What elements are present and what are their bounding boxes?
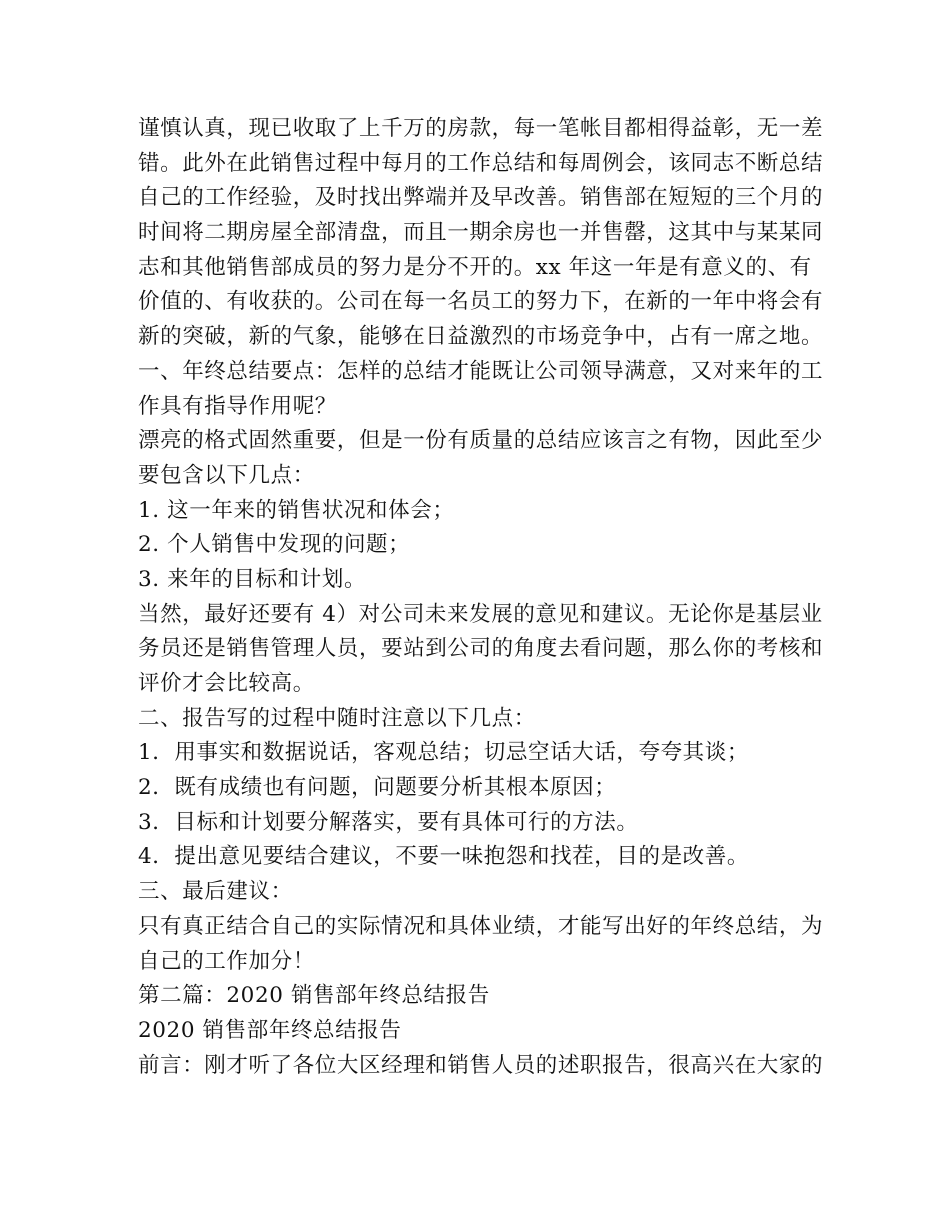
section-heading-3: 三、最后建议： (138, 879, 293, 905)
list-item: 1. 这一年来的销售状况和体会； (138, 497, 455, 523)
text-line: 谨慎认真，现已收取了上千万的房款，每一笔帐目都相得益彰，无一差 (138, 116, 824, 141)
text-line: 自己的工作经验，及时找出弊端并及早改善。销售部在短短的三个月的 (138, 185, 824, 211)
section-heading-1: 一、年终总结要点：怎样的总结才能既让公司领导满意，又对来年的工 (138, 358, 824, 384)
chapter-title: 第二篇：2020 销售部年终总结报告 (138, 983, 490, 1009)
text-line: 漂亮的格式固然重要，但是一份有质量的总结应该言之有物，因此至少 (138, 428, 824, 454)
list-item: 1．用事实和数据说话，客观总结；切忌空话大话，夸夸其谈； (138, 740, 749, 766)
text-line: 作具有指导作用呢？ (138, 393, 337, 419)
text-line: 要包含以下几点： (138, 462, 315, 488)
text-line: 志和其他销售部成员的努力是分不开的。xx 年这一年是有意义的、有 (138, 254, 812, 280)
text-line: 价值的、有收获的。公司在每一名员工的努力下，在新的一年中将会有 (138, 289, 824, 315)
document-body (138, 112, 824, 1083)
text-line: 前言：刚才听了各位大区经理和销售人员的述职报告，很高兴在大家的 (138, 1052, 824, 1078)
text-line: 评价才会比较高。 (138, 671, 315, 696)
text-line: 只有真正结合自己的实际情况和具体业绩，才能写出好的年终总结，为 (138, 913, 824, 939)
text-line: 务员还是销售管理人员，要站到公司的角度去看问题，那么你的考核和 (138, 636, 824, 662)
list-item: 3．目标和计划要分解落实，要有具体可行的方法。 (138, 809, 639, 835)
list-item: 2. 个人销售中发现的问题； (138, 532, 411, 558)
report-title: 2020 销售部年终总结报告 (138, 1017, 402, 1043)
text-line: 时间将二期房屋全部清盘，而且一期余房也一并售罄，这其中与某某同 (138, 220, 824, 246)
section-heading-2: 二、报告写的过程中随时注意以下几点： (138, 705, 536, 731)
list-item: 3. 来年的目标和计划。 (138, 566, 367, 592)
list-item: 2．既有成绩也有问题，问题要分析其根本原因； (138, 775, 617, 801)
text-line: 错。此外在此销售过程中每月的工作总结和每周例会，该同志不断总结 (138, 150, 824, 176)
text-line: 新的突破，新的气象，能够在日益激烈的市场竞争中，占有一席之地。 (138, 324, 824, 350)
list-item: 4．提出意见要结合建议，不要一味抱怨和找茬，目的是改善。 (138, 844, 749, 870)
text-line: 自己的工作加分！ (138, 948, 315, 974)
text-line: 当然，最好还要有 4）对公司未来发展的意见和建议。无论你是基层业 (138, 601, 823, 627)
